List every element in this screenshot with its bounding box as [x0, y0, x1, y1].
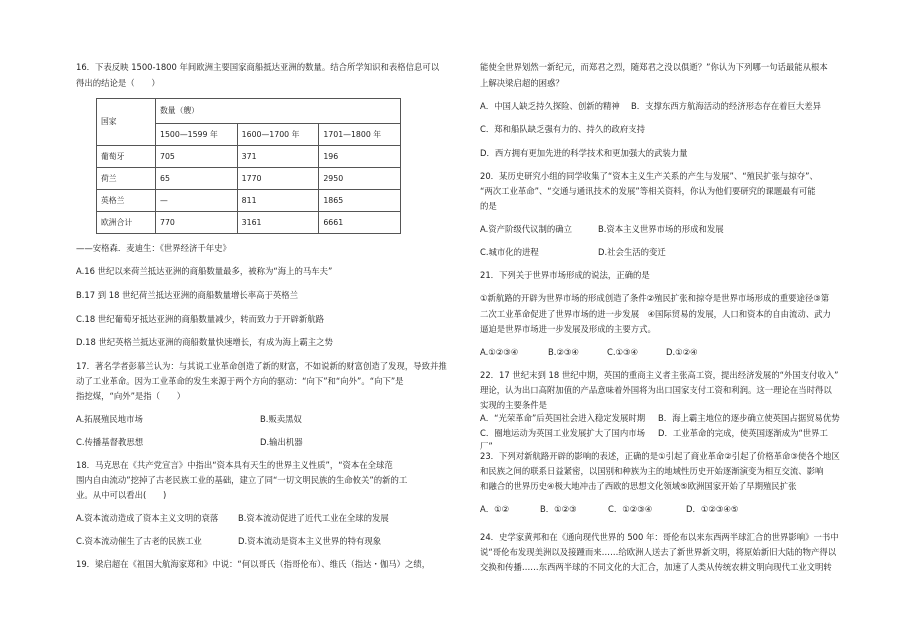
q17-option-b[interactable]: B.贩卖黑奴 — [260, 414, 302, 424]
q22-option-a[interactable]: A．“光荣革命”后英国社会进入稳定发展时期 — [480, 413, 646, 423]
table-cell: 371 — [237, 146, 319, 168]
q20-stem-line3: 的是 — [480, 201, 497, 211]
q18-stem-line1: 18．马克思在《共产党宣言》中指出“资本具有天生的世界主义性质”，“资本在全球范 — [76, 460, 393, 470]
q23-option-b[interactable]: B．①②③ — [540, 504, 577, 514]
q19-option-a[interactable]: A．中国人缺乏持久探险、创新的精神 — [480, 101, 620, 111]
table-header-quantity: 数量（艘） — [156, 99, 401, 124]
q17-options-row1 — [76, 414, 448, 426]
table-header-country: 国家 — [97, 99, 156, 146]
q18-stem-line2: 围内自由流动”挖掉了古老民族工业的基础，建立了同“一切文明民族的生命攸关”的新的工 — [76, 475, 408, 485]
q18-option-d[interactable]: D.资本流动是资本主义世界的特有现象 — [238, 536, 382, 546]
merchant-ships-table — [96, 98, 401, 234]
table-row — [97, 212, 401, 234]
q21-stem-line1: 21．下列关于世界市场形成的说法，正确的是 — [480, 270, 650, 280]
table-cell-country: 欧洲合计 — [97, 212, 156, 234]
table-cell-country: 英格兰 — [97, 190, 156, 212]
q21-option-c[interactable]: C.①③④ — [607, 347, 639, 357]
q19-option-b[interactable]: B．支撑东西方航海活动的经济形态存在着巨大差异 — [631, 101, 821, 111]
q18-stem-line3: 业。从中可以看出( ) — [76, 490, 167, 500]
q16-option-c[interactable]: C.18 世纪葡萄牙抵达亚洲的商船数量减少，转而致力于开辟新航路 — [76, 314, 324, 324]
q22-stem-line2: 理论，认为出口高附加值的产品意味着外国将为出口国家支付工资和利润。这一理论在当时得以 — [480, 385, 832, 395]
table-cell: 2950 — [319, 168, 401, 190]
table-cell: 6661 — [319, 212, 401, 234]
q23-option-a[interactable]: A．①② — [480, 504, 510, 514]
q24-stem-line2: 说“哥伦布发现美洲以及接踵而来……给欧洲人送去了新世界新文明，将原始新旧大陆的物产得以 — [480, 547, 837, 557]
q16-source: ——安格森．麦迪生：《世界经济千年史》 — [76, 243, 231, 253]
q21-option-a[interactable]: A.①②③④ — [480, 347, 519, 357]
q17-option-d[interactable]: D.输出机器 — [260, 437, 303, 447]
q19-option-d[interactable]: D．西方拥有更加先进的科学技术和更加强大的武装力量 — [480, 148, 688, 158]
q21-stem-line3: 二次工业革命促进了世界市场的进一步发展 ④国际贸易的发展，人口和资本的自由流动、武力 — [480, 309, 831, 319]
q23-option-d[interactable]: D．①②③④⑤ — [686, 504, 739, 514]
q19-stem-line2: 能使全世界划然一新纪元，而郑君之烈，随郑君之没以俱逝？”你认为下列哪一句话最能从根本 — [480, 62, 828, 72]
q17-stem-line2: 动了工业革命。因为工业革命的发生来源于两个方向的驱动：“向下”和“向外”。“向下”是 — [76, 376, 404, 386]
table-cell-country: 荷兰 — [97, 168, 156, 190]
table-header-period: 1500—1599 年 — [156, 124, 238, 146]
q19-stem-line3: 上解决梁启超的困惑？ — [480, 78, 564, 88]
table-cell-country: 葡萄牙 — [97, 146, 156, 168]
q19-stem-line1: 19．梁启超在《祖国大航海家郑和》中说：“何以哥氏（指哥伦布）、维氏（指达・伽马）之绩， — [76, 559, 431, 569]
table-cell: 1865 — [319, 190, 401, 212]
q21-options-row — [480, 347, 852, 359]
q20-option-b[interactable]: B.资本主义世界市场的形成和发展 — [598, 224, 724, 234]
q19-options-row1 — [480, 101, 852, 113]
q22-stem-line1: 22．17 世纪末到 18 世纪中期，英国的重商主义者主张高工资，提出经济发展的“外国支付收入” — [480, 370, 839, 380]
table-cell: 65 — [156, 168, 238, 190]
q19-option-c[interactable]: C．郑和船队缺乏强有力的、持久的政府支持 — [480, 124, 645, 134]
q20-options-row1 — [480, 224, 852, 236]
q17-option-a[interactable]: A.拓展殖民地市场 — [76, 414, 143, 424]
q17-options-row2 — [76, 437, 448, 449]
table-row — [97, 190, 401, 212]
q21-option-d[interactable]: D.①②④ — [666, 347, 698, 357]
q22-option-c[interactable]: C．圈地运动为英国工业发展扩大了国内市场 — [480, 428, 645, 438]
q23-options-row — [480, 504, 852, 516]
table-cell: — — [156, 190, 238, 212]
q21-stem-line2: ①新航路的开辟为世界市场的形成创造了条件②殖民扩张和掠夺是世界市场形成的重要途径③第 — [480, 293, 830, 303]
q21-option-b[interactable]: B.②③④ — [548, 347, 579, 357]
q18-option-c[interactable]: C.资本流动催生了古老的民族工业 — [76, 536, 202, 546]
table-cell: 196 — [319, 146, 401, 168]
table-header-period: 1701—1800 年 — [319, 124, 401, 146]
q21-stem-line4: 逼迫是世界市场进一步发展及形成的主要方式。 — [480, 324, 656, 334]
q22-option-d-cont: 厂” — [480, 441, 493, 451]
q20-option-d[interactable]: D.社会生活的变迁 — [598, 247, 666, 257]
q22-option-d[interactable]: D．工业革命的完成，使英国逐渐成为“世界工 — [658, 428, 828, 438]
table-row — [97, 146, 401, 168]
table-header-period: 1600—1700 年 — [237, 124, 319, 146]
q17-stem-line3: 指挖煤，“向外”是指（ ） — [76, 391, 186, 401]
table-row — [97, 168, 401, 190]
table-cell: 3161 — [237, 212, 319, 234]
q18-options-row2 — [76, 536, 448, 548]
q16-option-d[interactable]: D.18 世纪英格兰抵达亚洲的商船数量快速增长，有成为海上霸主之势 — [76, 337, 333, 347]
q23-stem-line2: 和民族之间的联系日益紧密，以国别和种族为主的地域性历史开始逐渐演变为相互交流、影响 — [480, 466, 824, 476]
q22-options-row1 — [480, 413, 852, 425]
q16-option-a[interactable]: A.16 世纪以来荷兰抵达亚洲的商船数量最多，被称为“海上的马车夫” — [76, 266, 333, 276]
q22-option-b[interactable]: B．海上霸主地位的逐步确立使英国占据贸易优势 — [658, 413, 840, 423]
q16-stem-line1: 16．下表反映 1500-1800 年间欧洲主要国家商船抵达亚洲的数量。结合所学知识和表格信息可以 — [76, 62, 440, 72]
q16-option-b[interactable]: B.17 到 18 世纪荷兰抵达亚洲的商船数量增长率高于英格兰 — [76, 290, 298, 300]
q20-stem-line2: “两次工业革命”、“交通与通讯技术的发展”等相关资料，你认为他们要研究的课题最有可能 — [480, 186, 816, 196]
q16-stem-line2: 得出的结论是（ ） — [76, 78, 160, 88]
q20-stem-line1: 20．某历史研究小组的同学收集了“资本主义生产关系的产生与发展”、“殖民扩张与掠夺”、 — [480, 171, 818, 181]
q20-options-row2 — [480, 247, 852, 259]
table-cell: 811 — [237, 190, 319, 212]
q20-option-c[interactable]: C.城市化的进程 — [480, 247, 539, 257]
q23-stem-line3: 和融合的世界历史④极大地冲击了西欧的思想文化领域⑤欧洲国家开始了早期殖民扩张 — [480, 481, 797, 491]
q18-option-b[interactable]: B.资本流动促进了近代工业在全球的发展 — [238, 513, 389, 523]
q24-stem-line3: 交换和传播……东西两半球的不同文化的大汇合，加速了人类从传统农耕文明向现代工业文明转 — [480, 562, 832, 572]
table-cell: 770 — [156, 212, 238, 234]
q24-stem-line1: 24．史学家黄邦和在《通向现代世界的 500 年：哥伦布以来东西两半球汇合的世界影响》一书中 — [480, 532, 839, 542]
q22-stem-line3: 实现的主要条件是 — [480, 400, 547, 410]
q17-option-c[interactable]: C.传播基督教思想 — [76, 437, 144, 447]
table-cell: 1770 — [237, 168, 319, 190]
q18-options-row1 — [76, 513, 448, 525]
q23-option-c[interactable]: C．①②③④ — [608, 504, 653, 514]
q22-options-row2 — [480, 428, 852, 440]
table-cell: 705 — [156, 146, 238, 168]
q20-option-a[interactable]: A.资产阶级代议制的确立 — [480, 224, 572, 234]
q18-option-a[interactable]: A.资本流动造成了资本主义文明的衰落 — [76, 513, 219, 523]
q23-stem-line1: 23．下列对新航路开辟的影响的表述，正确的是①引起了商业革命②引起了价格革命③使各个地区 — [480, 451, 840, 461]
q17-stem-line1: 17．著名学者彭慕兰认为：与其说工业革命创造了新的财富，不如说新的财富创造了发现，导致并推 — [76, 361, 447, 371]
